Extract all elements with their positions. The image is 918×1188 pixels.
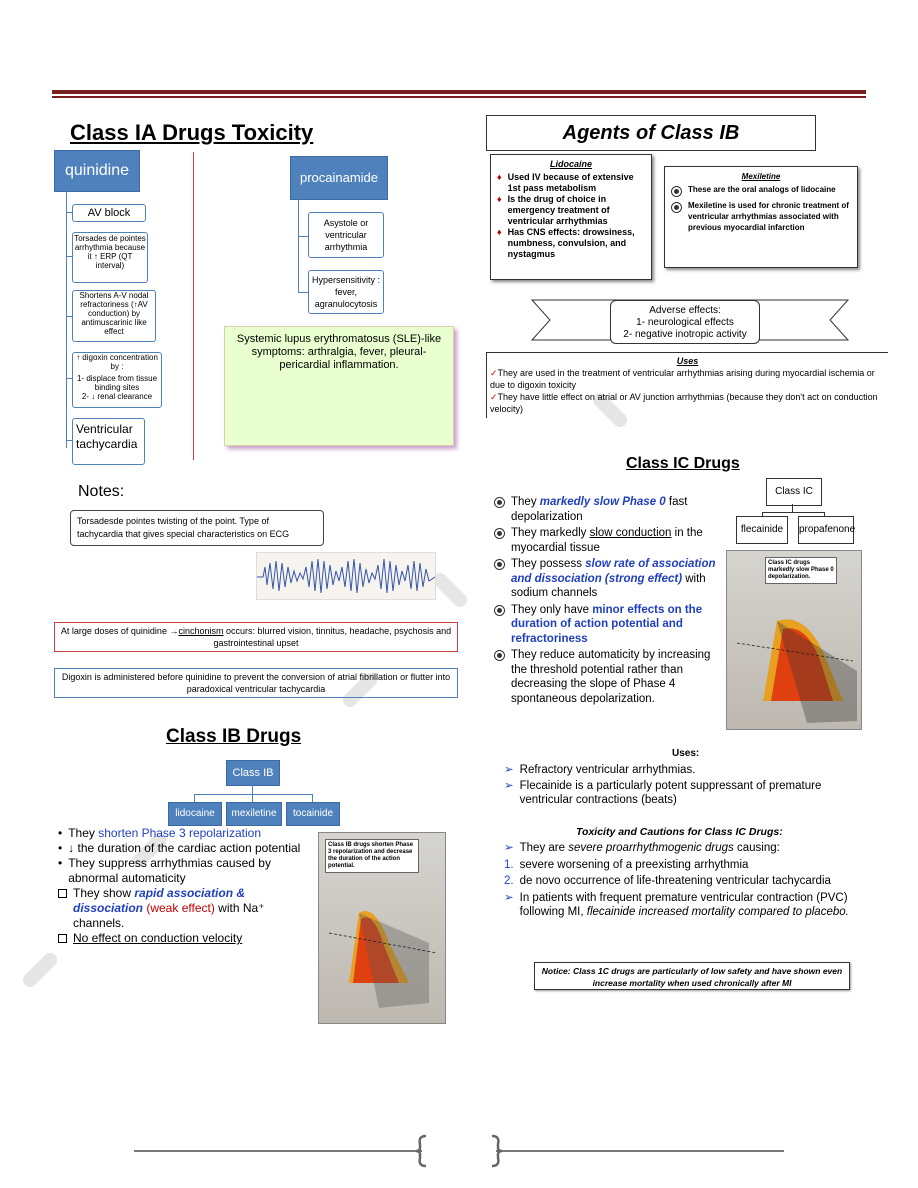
ic-p4-blue: minor effects on the duration of action potential and refractoriness [511,603,703,645]
ib-bullet-4 [58,886,304,931]
q-item-vt: Ventricular tachycardia [72,418,145,465]
ic-bullets [494,495,716,706]
adverse-title: Adverse effects: [649,305,721,316]
cinchonism-arrow: → [169,626,179,636]
ib-title: Class IB Drugs [166,726,302,747]
ic-tox-post: causing: [733,842,780,854]
ib-b1-pre: They [68,826,99,840]
mex-item-2 [671,200,851,233]
ic-pvc-pre: In patients with frequent premature ventricular contraction (PVC) following MI, [519,891,848,918]
ic-bullet-3 [494,557,716,601]
radio-bullet-icon [494,497,505,508]
ic-bullet-4 [494,603,716,647]
ia-divider [193,152,194,460]
ic-p3-post: with sodium channels [511,572,706,599]
ib-uses-title: Uses [676,356,699,366]
lido-item-3: ♦ Has CNS effects: drowsiness, numbness, convulsion, and nystagmus [497,227,645,260]
ib-b1-blue: shorten Phase 3 repolarization [98,826,261,840]
ic-p4-pre: They only have [511,603,593,616]
radio-bullet-icon [671,186,682,197]
ib-child-mexiletine: mexiletine [226,802,282,826]
radio-bullet-icon [494,559,505,570]
ic-action-potential-figure [726,550,862,730]
ic-p2-pre: They markedly [511,527,590,539]
ib-b4-post: with Na⁺ channels. [73,901,265,930]
sle-box: Systemic lupus erythromatosus (SLE)-like symptoms: arthralgia, fever, pleural-pericardial inflammation. [224,326,454,446]
ib-b3: They suppress arrhythmias caused by abnormal automaticity [68,856,271,885]
radio-bullet-icon [494,605,505,616]
ib-uses-box [486,352,888,418]
ic-notice: Notice: Class 1C drugs are particularly of low safety and have shown even increase mortality when used chronically after MI [534,962,850,990]
lido-item-1-text: Used IV because of extensive 1st pass metabolism [507,172,634,193]
arrow-bullet-icon: ➢ [504,891,514,904]
ic-fig-label: Class IC drugs markedly slow Phase 0 depolarization. [765,557,837,584]
lidocaine-title: Lidocaine [549,159,592,169]
ic-pvc [504,891,864,920]
ic-tox-item-2: 2. de novo occurrence of life-threatening ventricular tachycardia [504,875,831,887]
lido-item-2-text: Is the drug of choice in emergency treatment of ventricular arrhythmias [507,194,610,226]
q-item-digoxin-line1: ↑ digoxin concentration by : [76,353,158,371]
digoxin-note: Digoxin is administered before quinidine to prevent the conversion of atrial fibrillation or flutter into paradoxical ventricular tachycardia [54,668,458,698]
ic-p2-post: in the myocardial tissue [511,527,703,554]
ic-p2-ul: slow conduction [589,527,672,539]
check-icon: ✓ [490,368,498,378]
ib-bullets [58,826,304,946]
ib-action-potential-figure [318,832,446,1024]
ic-tox-item-2-text: de novo occurrence of life-threatening ventricular tachycardia [519,875,831,887]
cinchonism-text-pre: At large doses of quinidine [60,626,170,636]
lido-item-2: ♦ Is the drug of choice in emergency treatment of ventricular arrhythmias [497,194,645,227]
ib-use-1-text: They are used in the treatment of ventricular arrhythmias arising during myocardial ischemia or due to digoxin toxicity [490,368,875,390]
ic-ap-curve [727,551,861,729]
ic-use-2 [504,779,864,807]
ic-p3-pre: They possess [511,558,586,570]
ic-child-flecainide: flecainide [736,516,788,544]
q-item-digoxin [72,352,162,408]
arrow-bullet-icon: ➢ [504,780,514,792]
ia-title: Class IA Drugs Toxicity [70,120,314,145]
ic-tox-pre: They are [519,842,569,854]
ib-b4-blue: rapid association & dissociation [73,886,246,915]
checkbox-icon [58,934,67,943]
q-item-digoxin-line2: 1- displace from tissue binding sites [76,374,158,392]
q-item-digoxin-line3: 2- ↓ renal clearance [81,392,153,401]
ib-b5: No effect on conduction velocity [73,931,243,945]
ic-p1-post: fast depolarization [511,496,688,523]
notes-scroll: Torsadesde pointes twisting of the point. Type of tachycardia that gives special characteristics on ECG [70,510,324,546]
ic-uses-list [504,763,864,807]
ib-bullet-2: • ↓ the duration of the cardiac action potential [58,841,301,855]
ib-bullet-5 [58,931,304,946]
adverse-effects-box [610,300,760,344]
ic-bullet-2 [494,526,716,555]
checkbox-icon [58,889,67,898]
mex-item-1 [671,184,851,197]
radio-bullet-icon [494,650,505,661]
ib-root: Class IB [226,760,280,786]
ib-agents-title: Agents of Class IB [486,115,816,151]
ic-pvc-ital: flecainide increased mortality compared to placebo. [586,906,849,918]
footer-rule-left [134,1150,422,1152]
ecg-trace [257,553,435,599]
ib-fig-label: Class IB drugs shorten Phase 3 repolarization and decrease the duration of the action potential. [325,839,419,873]
arrow-bullet-icon: ➢ [504,842,514,854]
quinidine-box: quinidine [54,150,140,192]
arrow-bullet-icon: ➢ [504,764,514,776]
ic-tox-item-1-text: severe worsening of a preexisting arrhythmia [519,858,749,871]
ic-use-1-text: Refractory ventricular arrhythmias. [519,764,696,776]
ic-use-1 [504,763,864,777]
notes-title: Notes: [78,483,125,500]
mexiletine-title: Mexiletine [741,172,781,181]
ib-bullet-3: • They suppress arrhythmias caused by abnormal automaticity [58,856,304,886]
lido-item-1: ♦ Used IV because of extensive 1st pass metabolism [497,172,645,194]
procainamide-box: procainamide [290,156,388,200]
quinidine-tree-line [66,190,67,448]
q-item-av-nodal: Shortens A-V nodal refractoriness (↑AV conduction) by antimuscarinic like effect [72,290,156,342]
ib-b4-red: (weak effect) [143,901,215,915]
ib-use-1 [490,367,885,391]
check-icon: ✓ [490,392,498,402]
footer-rule-right [496,1150,784,1152]
ib-bullet-1: • They shorten Phase 3 repolarization [58,826,261,840]
header-rule-thick [52,90,866,94]
ib-child-tocainide: tocainide [286,802,340,826]
radio-bullet-icon [494,528,505,539]
cinchonism-word: cinchonism [178,626,224,636]
ib-b2: ↓ the duration of the cardiac action potential [68,841,301,855]
ic-tox-item-1: 1. severe worsening of a preexisting arrhythmia [504,858,749,871]
mexiletine-box [664,166,858,268]
ecg-strip [256,552,436,600]
p-item-asystole: Asystole or ventricular arrhythmia [308,212,384,258]
cinchonism-note [54,622,458,652]
cinchonism-text-post: occurs: blurred vision, tinnitus, headache, psychosis and gastrointestinal upset [213,626,452,648]
ic-use-2-text: Flecainide is a particularly potent suppressant of premature ventricular contractions (beats) [519,780,822,806]
ic-uses-title: Uses: [672,748,700,759]
q-item-torsades: Torsades de pointes arrhythmia because it ↑ ERP (QT interval) [72,232,148,283]
ib-use-2-text: They have little effect on atrial or AV junction arrhythmias (because they don't act on conduction velocity) [490,392,878,414]
lidocaine-box [490,154,652,280]
ib-b4-pre: They show [73,886,135,900]
adverse-item-1: 1- neurological effects [636,317,734,328]
ic-p1-blue: markedly slow Phase 0 [539,496,666,508]
ic-bullet-5 [494,648,716,706]
ic-title: Class IC Drugs [626,455,740,472]
ib-ap-curve [319,833,445,1023]
footer-page-brackets [416,1134,502,1168]
ic-tox-title: Toxicity and Cautions for Class IC Drugs: [576,826,783,838]
ic-p5: They reduce automaticity by increasing the threshold potential rather than decreasing the slope of Phase 4 spontaneous depolarization. [511,649,711,705]
adverse-item-2: 2- negative inotropic activity [623,329,747,340]
ic-bullet-1 [494,495,716,524]
radio-bullet-icon [671,202,682,213]
ib-child-lidocaine: lidocaine [168,802,222,826]
mex-item-1-text: These are the oral analogs of lidocaine [688,185,836,194]
ic-tox-ital: severe proarrhythmogenic drugs [568,842,734,854]
ic-p3-blue: slow rate of association and dissociation (strong effect) [511,558,716,585]
mex-item-2-text: Mexiletine is used for chronic treatment of ventricular arrhythmias associated with previous myocardial infarction [688,201,849,232]
header-rule-thin [52,96,866,98]
ib-use-2 [490,391,885,415]
ic-tox-lead [504,841,864,856]
q-item-av-block: AV block [72,204,146,222]
ic-root: Class IC [766,478,822,506]
ic-tox-list [504,841,864,920]
p-item-hypersensitivity: Hypersensitivity : fever, agranulocytosis [308,270,384,314]
ic-child-propafenone: propafenone [798,516,854,544]
ic-p1-pre: They [511,496,540,508]
lido-item-3-text: Has CNS effects: drowsiness, numbness, convulsion, and nystagmus [507,227,635,259]
